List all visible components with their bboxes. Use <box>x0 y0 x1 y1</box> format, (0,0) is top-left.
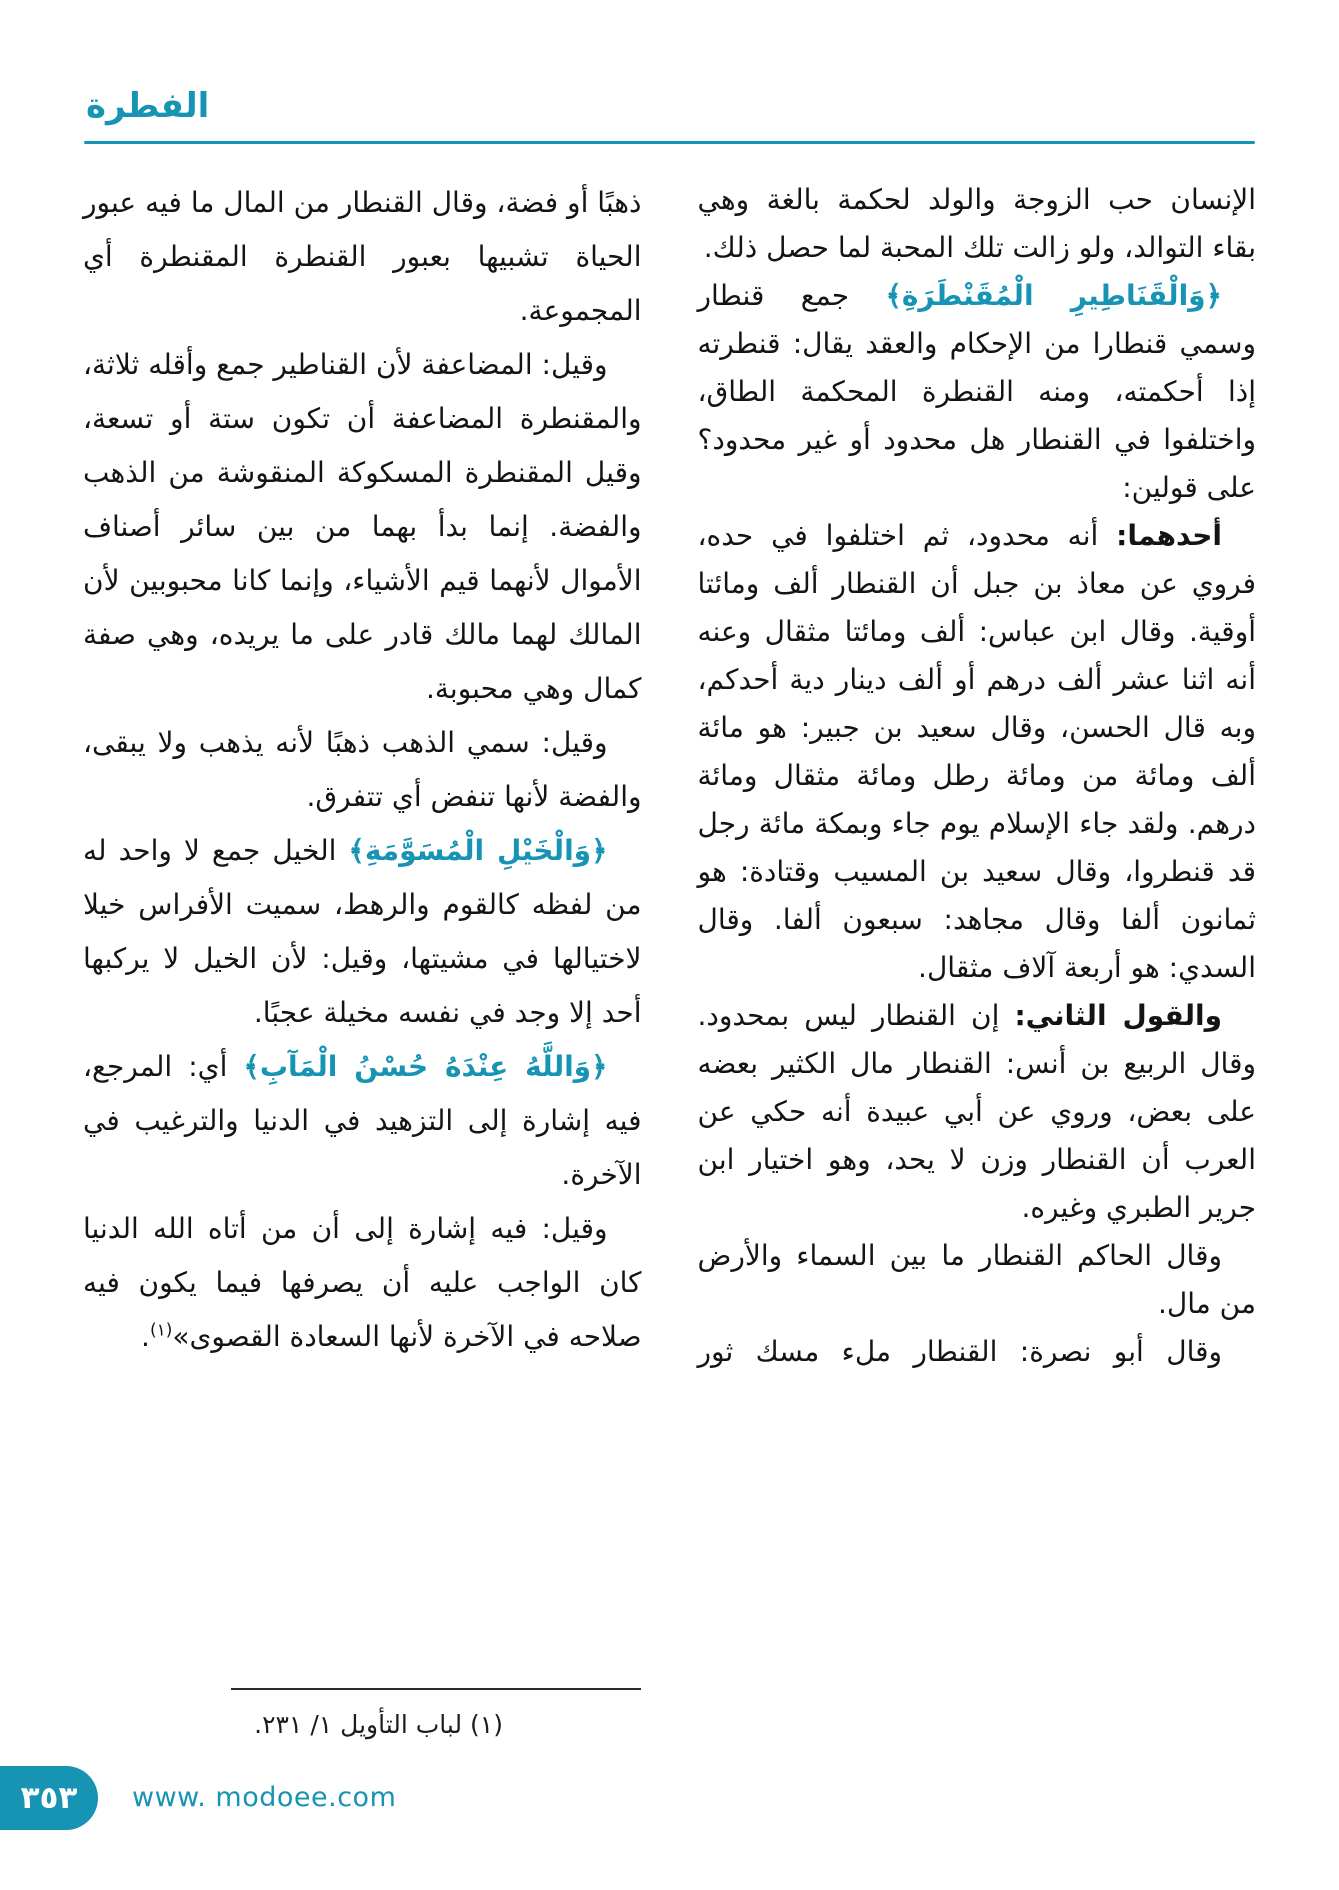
paragraph <box>83 824 642 1040</box>
header-rule <box>84 141 1255 144</box>
paragraph <box>83 176 642 338</box>
text-run: أنه محدود، ثم اختلفوا في حده، فروي عن معاذ بن جبل أن القنطار ألف ومائتا أوقية. وقال ابن عباس: ألف ومائتا مثقال وعنه أنه اثنا عشر ألف درهم أو ألف دينار دية أحدكم، وبه قال الحسن، وقال سعيد بن جبير: هو مائة ألف ومائة من ومائة رطل ومائة مثقال ومائة درهم. ولقد جاء الإسلام يوم جاء وبمكة مائة رجل قد قنطروا، وقال سعيد بن المسيب وقتادة: هو ثمانون ألفا وقال مجاهد: سبعون ألفا. وقال السدي: هو أربعة آلاف مثقال. <box>697 519 1256 984</box>
quran-verse: ﴿وَاللَّهُ عِنْدَهُ حُسْنُ الْمَآبِ﴾ <box>243 1050 608 1083</box>
text-run: وقيل: سمي الذهب ذهبًا لأنه يذهب ولا يبقى، والفضة لأنها تنفض أي تتفرق. <box>83 726 642 813</box>
footnote-block <box>83 1688 641 1744</box>
text-run: وقال الحاكم القنطار ما بين السماء والأرض من مال. <box>697 1239 1256 1320</box>
paragraph <box>698 1328 1257 1376</box>
text-columns <box>83 176 1256 1376</box>
footnote-rule <box>231 1688 641 1690</box>
column-left-paragraphs <box>83 176 642 1364</box>
paragraph <box>83 716 642 824</box>
page-number: ٣٥٣ <box>20 1780 78 1816</box>
column-left <box>83 176 642 1376</box>
quran-verse: ﴿وَالْقَنَاطِيرِ الْمُقَنْطَرَةِ﴾ <box>885 279 1222 312</box>
paragraph <box>83 338 642 716</box>
paragraph <box>698 992 1257 1232</box>
footnote-text: (١) لباب التأويل ١/ ٢٣١. <box>254 1710 503 1739</box>
page-number-badge <box>0 1766 98 1830</box>
text-run: وقيل: المضاعفة لأن القناطير جمع وأقله ثلاثة، والمقنطرة المضاعفة أن تكون ستة أو تسعة، وقيل المقنطرة المسكوكة المنقوشة من الذهب والفضة. إنما بدأ بهما من بين سائر أصناف الأموال لأنهما قيم الأشياء، وإنما كانا محبوبين لأن المالك لهما مالك قادر على ما يريده، وهي صفة كمال وهي محبوبة. <box>83 348 642 705</box>
paragraph <box>698 512 1257 992</box>
paragraph <box>83 1202 642 1364</box>
paragraph <box>698 272 1257 512</box>
paragraph <box>83 1040 642 1202</box>
text-run: . <box>141 1320 150 1353</box>
emphasis-run: والقول الثاني: <box>1014 999 1222 1032</box>
column-right <box>698 176 1257 1376</box>
website-link[interactable]: www. modoee.com <box>132 1782 397 1813</box>
footnote-marker: (١) <box>149 1320 173 1341</box>
text-run: أي: المرجع، فيه إشارة إلى التزهيد في الدنيا والترغيب في الآخرة. <box>83 1050 642 1191</box>
text-run: الخيل جمع لا واحد له من لفظه كالقوم والرهط، سميت الأفراس خيلا لاختيالها في مشيتها، وقيل: لأن الخيل لا يركبها أحد إلا وجد في نفسه مخيلة عجبًا. <box>83 834 642 1029</box>
quran-verse: ﴿وَالْخَيْلِ الْمُسَوَّمَةِ﴾ <box>348 834 608 867</box>
paragraph <box>698 1232 1257 1328</box>
paragraph <box>698 176 1257 272</box>
text-run: جمع قنطار وسمي قنطارا من الإحكام والعقد يقال: قنطرته إذا أحكمته، ومنه القنطرة المحكمة الطاق، واختلفوا في القنطار هل محدود أو غير محدود؟ على قولين: <box>697 279 1256 504</box>
emphasis-run: أحدهما: <box>1116 519 1222 552</box>
text-run: وقال أبو نصرة: القنطار ملء مسك ثور <box>697 1335 1222 1368</box>
chapter-title: الفطرة <box>86 86 210 126</box>
text-run: إن القنطار ليس بمحدود. وقال الربيع بن أنس: القنطار مال الكثير بعضه على بعض، وروي عن أبي عبيدة أنه حكي عن العرب أن القنطار وزن لا يحد، وهو اختيار ابن جرير الطبري وغيره. <box>697 999 1256 1224</box>
text-run: ذهبًا أو فضة، وقال القنطار من المال ما فيه عبور الحياة تشبيها بعبور القنطرة المقنطرة أي المجموعة. <box>83 186 642 327</box>
text-run: وقيل: فيه إشارة إلى أن من أتاه الله الدنيا كان الواجب عليه أن يصرفها فيما يكون فيه صلاحه في الآخرة لأنها السعادة القصوى» <box>83 1212 642 1353</box>
text-run: الإنسان حب الزوجة والولد لحكمة بالغة وهي بقاء التوالد، ولو زالت تلك المحبة لما حصل ذلك. <box>697 183 1256 264</box>
